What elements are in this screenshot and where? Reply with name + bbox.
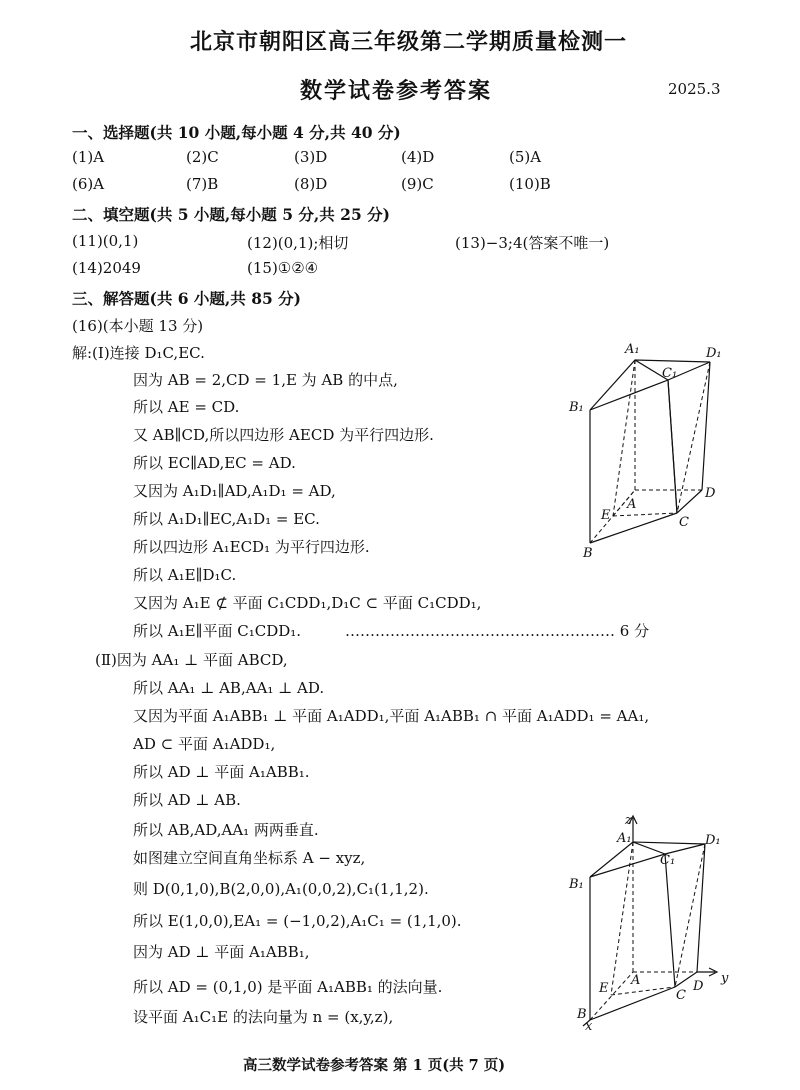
- solution-line: 又因为平面 A₁ABB₁ ⊥ 平面 A₁ADD₁,平面 A₁ABB₁ ∩ 平面 A₁ADD₁ = AA₁,: [133, 707, 650, 725]
- label-B: B: [577, 1007, 587, 1022]
- fill-answer: (13)−3;4(答案不唯一): [455, 234, 610, 252]
- section-1-heading: 一、选择题(共 10 小题,每小题 4 分,共 40 分): [72, 123, 401, 142]
- solution-line: 所以 AD ⊥ 平面 A₁ABB₁.: [133, 763, 310, 781]
- solution-line: 所以 EC∥AD,EC = AD.: [133, 454, 296, 472]
- solution-line: 所以 E(1,0,0),EA₁ = (−1,0,2),A₁C₁ = (1,1,0).: [133, 912, 462, 930]
- mc-answer: (3)D: [294, 148, 328, 166]
- fill-answer: (12)(0,1);相切: [247, 234, 349, 252]
- solution-line: 所以 AD = (0,1,0) 是平面 A₁ABB₁ 的法向量.: [133, 978, 443, 996]
- mc-answer: (5)A: [509, 148, 542, 166]
- label-B1: B₁: [569, 400, 584, 415]
- solution-line: 则 D(0,1,0),B(2,0,0),A₁(0,0,2),C₁(1,1,2).: [133, 880, 429, 898]
- prism-figure-2: [565, 812, 745, 1037]
- solution-line: 如图建立空间直角坐标系 A − xyz,: [133, 849, 366, 867]
- problem-16-label: (16)(本小题 13 分): [72, 317, 204, 335]
- fill-answer: (15)①②④: [247, 259, 319, 277]
- document-date: 2025.3: [668, 80, 721, 98]
- label-B1: B₁: [569, 877, 584, 892]
- mc-answer: (10)B: [509, 175, 551, 193]
- score-marker: ……………………………………………… 6 分: [345, 622, 650, 640]
- solution-line: 所以 AB,AD,AA₁ 两两垂直.: [133, 821, 319, 839]
- prism-figure-1: [565, 335, 745, 560]
- mc-answer: (9)C: [401, 175, 434, 193]
- solution-line: 因为 AD ⊥ 平面 A₁ABB₁,: [133, 943, 310, 961]
- solution-line: 又因为 A₁D₁∥AD,A₁D₁ = AD,: [133, 482, 336, 500]
- fill-answer: (14)2049: [72, 259, 141, 277]
- label-C1: C₁: [662, 366, 678, 381]
- mc-answer: (4)D: [401, 148, 435, 166]
- mc-answer: (2)C: [186, 148, 219, 166]
- document-subtitle: 数学试卷参考答案: [300, 78, 493, 104]
- solution-line: 又 AB∥CD,所以四边形 AECD 为平行四边形.: [133, 426, 434, 444]
- label-z: z: [625, 813, 632, 828]
- label-C1: C₁: [660, 853, 676, 868]
- label-E: E: [599, 981, 609, 996]
- solution-line: 所以 A₁E∥平面 C₁CDD₁.: [133, 622, 302, 640]
- label-D: D: [705, 486, 716, 501]
- mc-answer: (1)A: [72, 148, 105, 166]
- section-2-heading: 二、填空题(共 5 小题,每小题 5 分,共 25 分): [72, 205, 390, 224]
- solution-line: 所以四边形 A₁ECD₁ 为平行四边形.: [133, 538, 370, 556]
- label-y: y: [721, 971, 729, 986]
- label-A1: A₁: [617, 831, 632, 846]
- solution-line: AD ⊂ 平面 A₁ADD₁,: [133, 735, 276, 753]
- solution-line: 所以 A₁E∥D₁C.: [133, 566, 237, 584]
- label-A: A: [627, 497, 637, 512]
- solution-line: (Ⅱ)因为 AA₁ ⊥ 平面 ABCD,: [95, 651, 288, 669]
- label-C: C: [676, 988, 686, 1003]
- fill-answer: (11)(0,1): [72, 232, 139, 250]
- label-E: E: [601, 508, 611, 523]
- label-D1: D₁: [705, 833, 721, 848]
- label-A: A: [631, 973, 641, 988]
- section-3-heading: 三、解答题(共 6 小题,共 85 分): [72, 289, 302, 308]
- mc-answer: (6)A: [72, 175, 105, 193]
- label-x: x: [585, 1019, 593, 1034]
- solution-line: 所以 AA₁ ⊥ AB,AA₁ ⊥ AD.: [133, 679, 325, 697]
- label-D: D: [693, 979, 704, 994]
- document-title: 北京市朝阳区高三年级第二学期质量检测一: [190, 29, 628, 55]
- mc-answer: (7)B: [186, 175, 219, 193]
- label-C: C: [679, 515, 689, 530]
- solution-line: 所以 AD ⊥ AB.: [133, 791, 241, 809]
- solution-line: 设平面 A₁C₁E 的法向量为 n = (x,y,z),: [133, 1008, 394, 1026]
- solution-line: 又因为 A₁E ⊄ 平面 C₁CDD₁,D₁C ⊂ 平面 C₁CDD₁,: [133, 594, 482, 612]
- label-B: B: [583, 546, 593, 560]
- solution-line: 所以 A₁D₁∥EC,A₁D₁ = EC.: [133, 510, 320, 528]
- solution-line: 因为 AB = 2,CD = 1,E 为 AB 的中点,: [133, 371, 398, 389]
- label-D1: D₁: [706, 346, 722, 361]
- label-A1: A₁: [625, 342, 640, 357]
- solution-line: 所以 AE = CD.: [133, 398, 240, 416]
- page-footer: 高三数学试卷参考答案 第 1 页(共 7 页): [243, 1057, 506, 1074]
- mc-answer: (8)D: [294, 175, 328, 193]
- solution-line: 解:(Ⅰ)连接 D₁C,EC.: [72, 344, 205, 362]
